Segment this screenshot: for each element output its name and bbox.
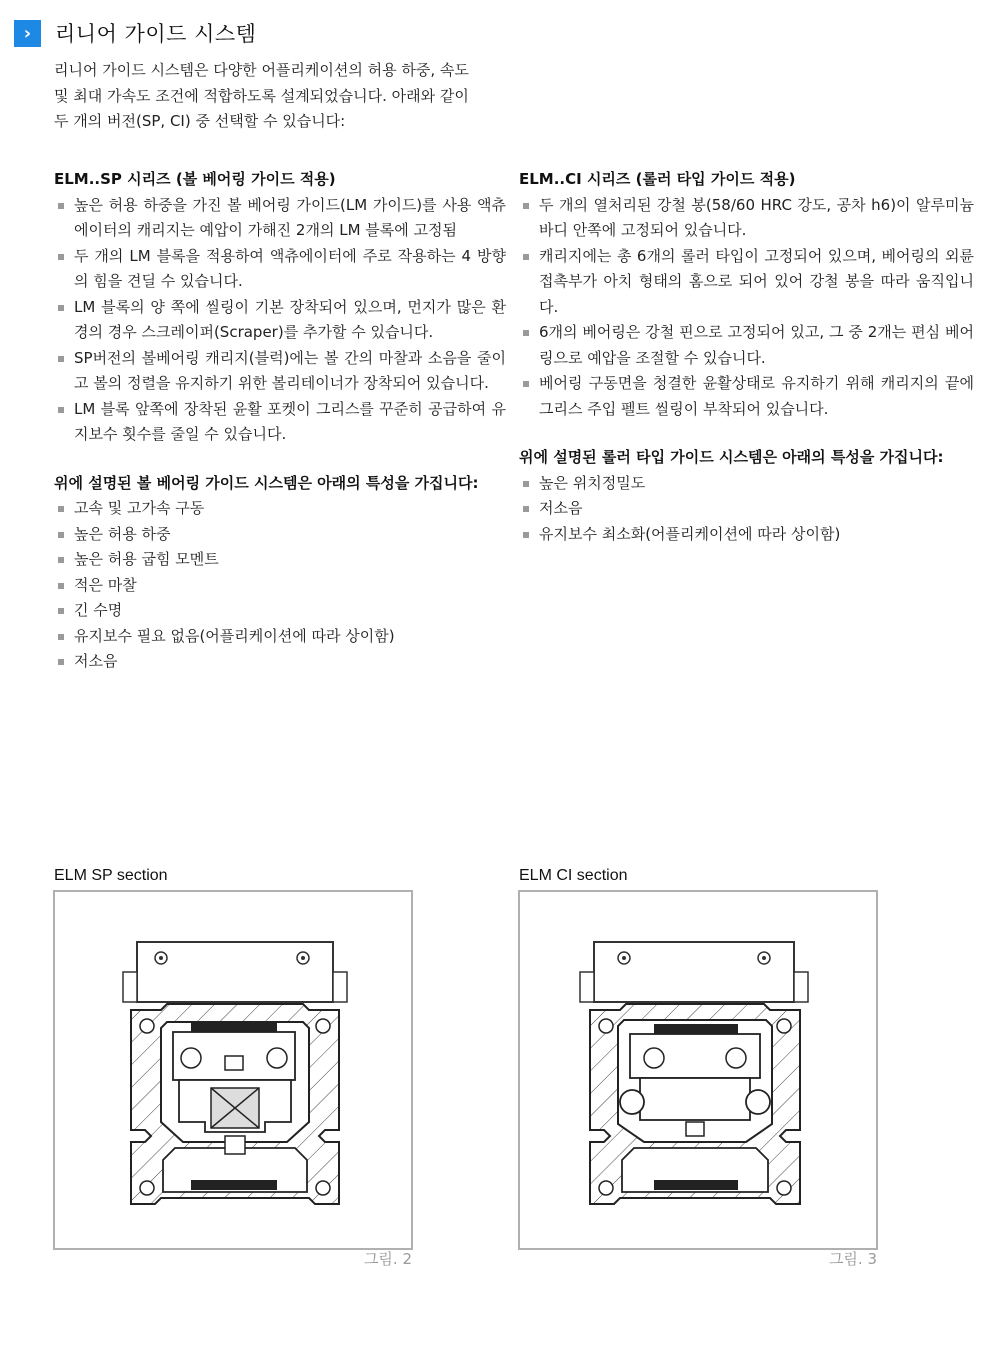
sp-heading: ELM..SP 시리즈 (볼 베어링 가이드 적용) — [54, 170, 336, 188]
list-item: 저소음 — [54, 649, 506, 675]
sp-section-drawing — [55, 892, 411, 1248]
ci-section-drawing — [520, 892, 876, 1248]
sp-description-list — [54, 193, 506, 448]
ci-description-list — [519, 193, 974, 423]
return-belt — [654, 1180, 738, 1190]
list-item: 높은 허용 굽힘 모멘트 — [54, 547, 506, 573]
cover-plate — [594, 942, 794, 1002]
page-title: 리니어 가이드 시스템 — [55, 22, 257, 46]
sp-figure-number: 그림. 2 — [363, 1250, 412, 1268]
list-item: 높은 허용 하중을 가진 볼 베어링 가이드(LM 가이드)를 사용 액츄에이터의 캐리지는 예압이 가해진 2개의 LM 블록에 고정됨 — [54, 193, 506, 244]
pulley-circle — [181, 1048, 201, 1068]
list-item: SP버전의 볼베어링 캐리지(블럭)에는 볼 간의 마찰과 소음을 줄이고 볼의 정렬을 유지하기 위한 볼리테이너가 장착되어 있습니다. — [54, 346, 506, 397]
list-item: 유지보수 최소화(어플리케이션에 따라 상이함) — [519, 522, 974, 548]
list-item: 저소음 — [519, 496, 974, 522]
intro-paragraph — [54, 58, 504, 135]
list-item: 두 개의 열처리된 강철 봉(58/60 HRC 강도, 공차 h6)이 알루미늄 바디 안쪽에 고정되어 있습니다. — [519, 193, 974, 244]
ci-features-heading: 위에 설명된 롤러 타입 가이드 시스템은 아래의 특성을 가집니다: — [519, 448, 944, 466]
cover-plate — [137, 942, 333, 1002]
drive-belt — [654, 1024, 738, 1034]
sp-features-heading: 위에 설명된 볼 베어링 가이드 시스템은 아래의 특성을 가집니다: — [54, 473, 479, 492]
list-item: 6개의 베어링은 강철 핀으로 고정되어 있고, 그 중 2개는 편심 베어링으로 예압을 조절할 수 있습니다. — [519, 320, 974, 371]
side-bolt — [123, 972, 137, 1002]
list-item: 높은 위치정밀도 — [519, 471, 974, 497]
intro-line: 및 최대 가속도 조건에 적합하도록 설계되었습니다. 아래와 같이 — [54, 86, 469, 105]
pulley-circle — [726, 1048, 746, 1068]
pulley-circle — [644, 1048, 664, 1068]
list-item: LM 블록 앞쪽에 장착된 윤활 포켓이 그리스를 꾸준히 공급하여 유지보수 횟수를 줄일 수 있습니다. — [54, 397, 506, 448]
sp-figure-caption: ELM SP section — [54, 867, 168, 884]
section-title-row — [14, 18, 256, 48]
intro-line: 두 개의 버전(SP, CI) 중 선택할 수 있습니다: — [54, 112, 346, 130]
ci-features-list — [519, 471, 974, 548]
ci-figure-number: 그림. 3 — [828, 1250, 877, 1268]
ci-column — [519, 167, 974, 547]
side-bolt — [580, 972, 594, 1002]
sp-column — [54, 167, 506, 675]
return-belt — [191, 1180, 277, 1190]
ci-heading: ELM..CI 시리즈 (롤러 타입 가이드 적용) — [519, 170, 796, 188]
list-item: 두 개의 LM 블록을 적용하여 액츄에이터에 주로 작용하는 4 방향의 힘을 견딜 수 있습니다. — [54, 244, 506, 295]
list-item: 캐리지에는 총 6개의 롤러 타입이 고정되어 있으며, 베어링의 외륜 접촉부가 아치 형태의 홈으로 되어 있어 강철 봉을 따라 움직입니다. — [519, 244, 974, 321]
intro-line: 리니어 가이드 시스템은 다양한 어플리케이션의 허용 하중, 속도 — [54, 61, 469, 79]
list-item: 베어링 구동면을 청결한 윤활상태로 유지하기 위해 캐리지의 끝에 그리스 주입 펠트 씰링이 부착되어 있습니다. — [519, 371, 974, 422]
chevron-right-icon: › — [14, 20, 41, 47]
list-item: 높은 허용 하중 — [54, 522, 506, 548]
roller-bearing — [620, 1090, 644, 1114]
drive-belt — [191, 1022, 277, 1032]
list-item: 적은 마찰 — [54, 573, 506, 599]
ci-section-figure — [518, 890, 878, 1250]
side-bolt — [794, 972, 808, 1002]
list-item: 유지보수 필요 없음(어플리케이션에 따라 상이함) — [54, 624, 506, 650]
side-bolt — [333, 972, 347, 1002]
list-item: 고속 및 고가속 구동 — [54, 496, 506, 522]
list-item: LM 블록의 양 쪽에 씰링이 기본 장착되어 있으며, 먼지가 많은 환경의 경우 스크레이퍼(Scraper)를 추가할 수 있습니다. — [54, 295, 506, 346]
sp-section-figure — [53, 890, 413, 1250]
roller-bearing — [746, 1090, 770, 1114]
sp-features-list — [54, 496, 506, 675]
list-item: 긴 수명 — [54, 598, 506, 624]
pulley-circle — [267, 1048, 287, 1068]
ci-figure-caption: ELM CI section — [519, 867, 628, 884]
